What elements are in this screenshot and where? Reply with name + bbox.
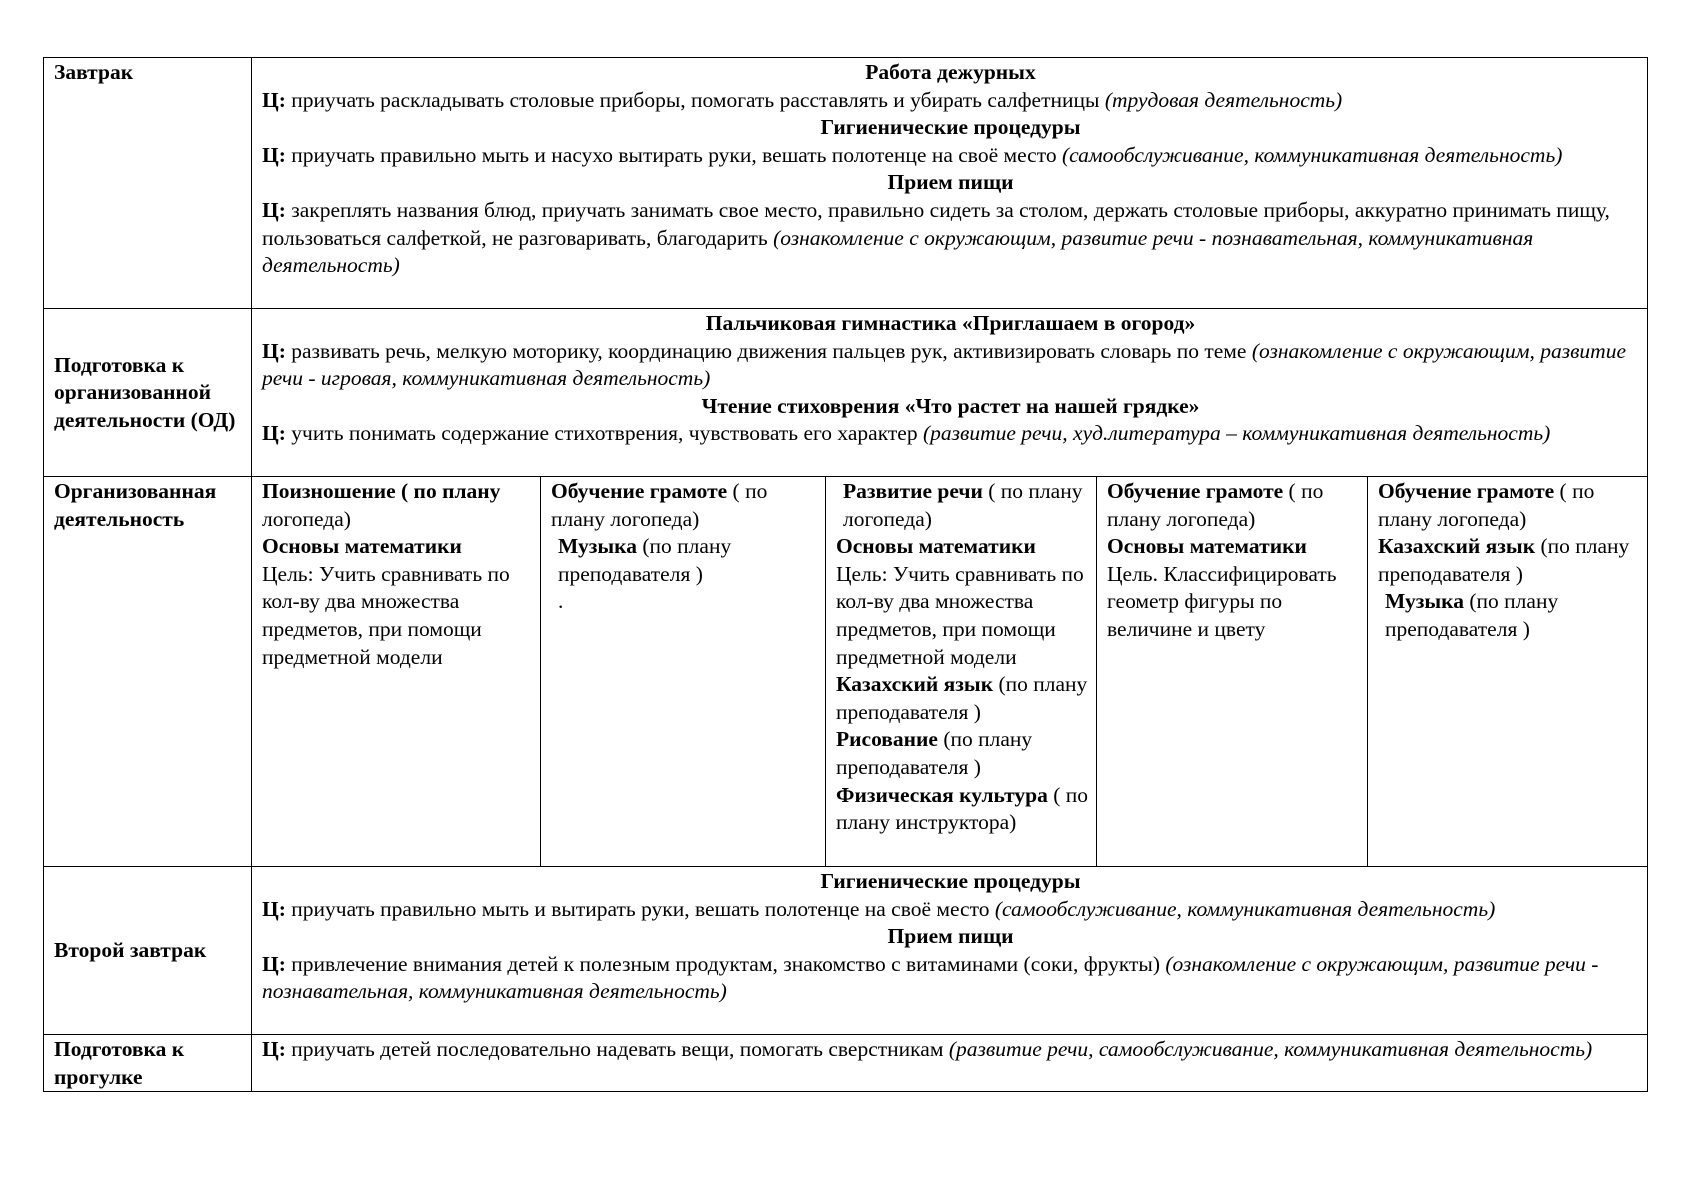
duty-goal	[262, 87, 1639, 115]
goal-prefix: Ц:	[262, 142, 286, 167]
row-label-prep-od: Подготовка к организованной деятельности (ОД)	[44, 309, 252, 477]
goal-prefix: Ц:	[262, 896, 286, 921]
activity-note: (по плану преподавателя )	[1385, 589, 1559, 641]
activity-note: ( по плану логопеда)	[551, 479, 768, 531]
goal-text: закреплять названия блюд, приучать занимать свое место, правильно сидеть за столом, держать столовые приборы, аккуратно принимать пищу, пользоваться салфеткой, не разговаривать, благодарить	[262, 197, 1610, 250]
goal-prefix: Ц:	[262, 338, 286, 363]
prep-od-content	[252, 309, 1648, 477]
goal-text: учить понимать содержание стихотврения, чувствовать его характер	[291, 421, 918, 446]
meal-goal	[262, 951, 1639, 1006]
goal-note: (развитие речи, самообслуживание, коммуникативная деятельность)	[948, 1037, 1593, 1061]
goal-note: (ознакомление с окружающим, развитие речи - познавательная, коммуникативная деятельность)	[262, 951, 1599, 1004]
activity-title: Физическая культура	[836, 782, 1048, 807]
hygiene-title: Гигиенические процедуры	[820, 869, 1081, 893]
goal-text: приучать детей последовательно надевать вещи, помогать сверстникам	[291, 1037, 944, 1061]
goal-text: развивать речь, мелкую моторику, координацию движения пальцев рук, активизировать словарь по теме	[291, 338, 1247, 363]
goal-text: приучать раскладывать столовые приборы, помогать расставлять и убирать салфетницы	[291, 87, 1100, 112]
activity	[551, 533, 817, 588]
goal-note: (ознакомление с окружающим, развитие речи - игровая, коммуникативная деятельность)	[262, 338, 1626, 391]
activity	[1378, 478, 1639, 533]
activity-title: Казахский язык	[836, 672, 994, 697]
meal-goal	[262, 197, 1639, 280]
activity-note: ( по плану логопеда)	[1378, 479, 1595, 531]
daily-plan-table	[43, 57, 1648, 1092]
hygiene-goal	[262, 142, 1639, 170]
activity-note: ( по плану инструктора)	[836, 782, 1088, 835]
activity-title: Обучение грамоте	[1378, 479, 1555, 503]
activity-text: Цель: Учить сравнивать по кол-ву два множества предметов, при помощи предметной модели	[836, 561, 1084, 669]
row-label-breakfast: Завтрак	[44, 58, 252, 309]
activity	[836, 671, 1088, 726]
meal-title: Прием пищи	[887, 170, 1014, 195]
goal-note: (развитие речи, худ.литература – коммуникативная деятельность)	[922, 421, 1551, 446]
goal-prefix: Ц:	[262, 1037, 286, 1061]
activity	[551, 478, 817, 533]
goal-note: (самообслуживание, коммуникативная деятельность)	[1061, 142, 1563, 167]
row-prep-walk	[44, 1035, 1648, 1092]
organized-day-1	[252, 477, 541, 867]
activity	[262, 478, 532, 533]
activity	[836, 726, 1088, 781]
reading-goal	[262, 420, 1639, 448]
goal-note: (трудовая деятельность)	[1104, 87, 1343, 112]
hygiene-goal	[262, 896, 1639, 924]
goal-prefix: Ц:	[262, 421, 286, 446]
goal-note: (самообслуживание, коммуникативная деятельность)	[994, 896, 1496, 921]
gym-title: Пальчиковая гимнастика «Приглашаем в огород»	[705, 311, 1196, 335]
activity-note: логопеда)	[262, 506, 351, 531]
activity-title: Музыка	[558, 534, 637, 559]
breakfast-content	[252, 58, 1648, 309]
row-label-second-breakfast: Второй завтрак	[44, 867, 252, 1035]
activity	[836, 478, 1088, 533]
activity-title: Основы математики	[1107, 534, 1307, 559]
organized-day-3	[826, 477, 1097, 867]
activity-title: Поизношение ( по плану	[262, 479, 501, 503]
activity	[1378, 588, 1639, 643]
goal-prefix: Ц:	[262, 87, 286, 112]
activity-note: (по плану преподавателя )	[836, 672, 1088, 724]
activity-title: Основы математики	[836, 534, 1036, 559]
activity-title: Основы математики	[262, 534, 462, 559]
activity	[1378, 533, 1639, 588]
goal-text: приучать правильно мыть и вытирать руки, вешать полотенце на своё место	[291, 896, 990, 921]
meal-title: Прием пищи	[887, 924, 1014, 949]
organized-day-5	[1368, 477, 1648, 867]
goal-prefix: Ц:	[262, 197, 286, 222]
activity-text: Цель. Классифицировать геометр фигуры по величине и цвету	[1107, 561, 1337, 641]
row-label-organized: Организованная деятельность	[44, 477, 252, 867]
activity-note: (по плану преподавателя )	[1378, 534, 1630, 586]
activity-title: Казахский язык	[1378, 534, 1536, 559]
row-breakfast	[44, 58, 1648, 309]
goal-text: приучать правильно мыть и насухо вытирать руки, вешать полотенце на своё место	[291, 142, 1057, 167]
duty-title: Работа дежурных	[865, 60, 1036, 84]
goal-text: привлечение внимания детей к полезным продуктам, знакомство с витаминами (соки, фрукты)	[291, 951, 1160, 976]
activity-note: ( по плану логопеда)	[1107, 479, 1324, 531]
walk-goal	[262, 1036, 1639, 1064]
gym-goal	[262, 338, 1639, 393]
organized-day-2	[541, 477, 826, 867]
organized-day-4	[1097, 477, 1368, 867]
reading-title: Чтение стиховрения «Что растет на нашей грядке»	[701, 393, 1200, 418]
row-label-prep-walk: Подготовка к прогулке	[44, 1035, 252, 1092]
goal-prefix: Ц:	[262, 951, 286, 976]
activity-title: Развитие речи	[843, 479, 983, 503]
activity-title: Обучение грамоте	[1107, 479, 1284, 503]
row-prep-od	[44, 309, 1648, 477]
activity-title: Рисование	[836, 727, 938, 752]
activity-note: (по плану преподавателя )	[558, 534, 732, 586]
activity	[1107, 478, 1359, 533]
activity-note: (по плану преподавателя )	[836, 727, 1033, 779]
activity	[836, 782, 1088, 837]
activity-title: Музыка	[1385, 589, 1464, 614]
goal-note: (ознакомление с окружающим, развитие речи - познавательная, коммуникативная деятельность)	[262, 225, 1534, 278]
prep-walk-content	[252, 1035, 1648, 1092]
hygiene-title: Гигиенические процедуры	[820, 115, 1081, 140]
activity-text: Цель: Учить сравнивать по кол-ву два множества предметов, при помощи предметной модели	[262, 561, 510, 669]
row-organized	[44, 477, 1648, 867]
row-second-breakfast	[44, 867, 1648, 1035]
activity-note: ( по плану логопеда)	[843, 479, 1083, 531]
activity-title: Обучение грамоте	[551, 479, 728, 503]
activity-tail: .	[558, 589, 564, 614]
second-breakfast-content	[252, 867, 1648, 1035]
